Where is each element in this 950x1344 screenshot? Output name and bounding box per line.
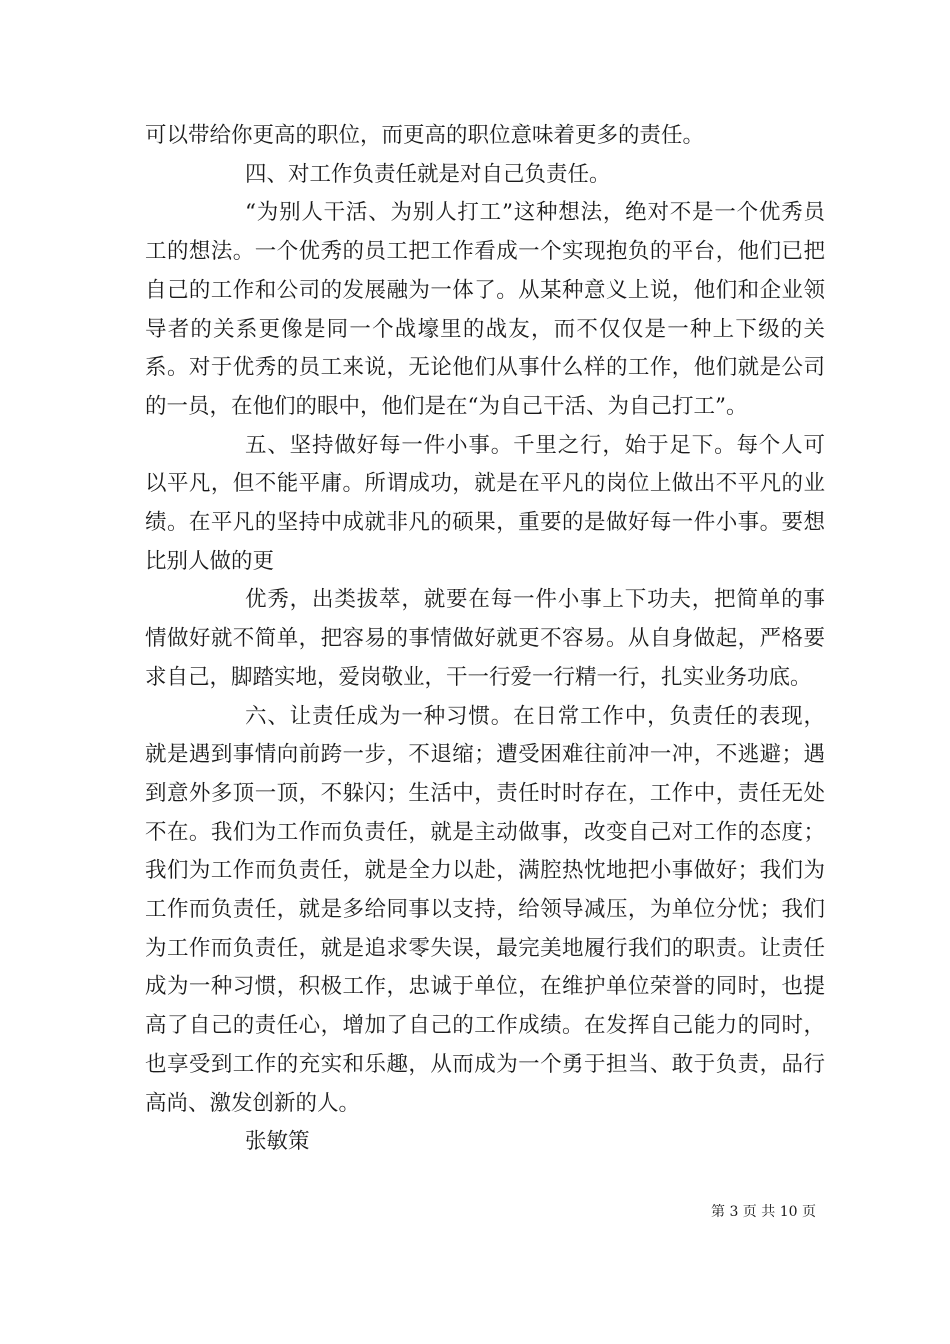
paragraph-section-four-heading: 四、对工作负责任就是对自己负责任。 [245, 161, 611, 187]
page-number-footer: 第 3 页 共 10 页 [711, 1204, 816, 1220]
paragraph-continuation: 可以带给你更高的职位，而更高的职位意味着更多的责任。 [145, 123, 705, 148]
paragraph-section-five-continued: 优秀，出类拔萃，就要在每一件小事上下功夫，把简单的事情做好就不简单，把容易的事情做好就更不容易。从自身做起，严格要求自己，脚踏实地，爱岗敬业，干一行爱一行精一行，扎实业务功底。 [145, 587, 825, 690]
paragraph-section-four-body: “为别人干活、为别人打工”这种想法，绝对不是一个优秀员工的想法。一个优秀的员工把工作看成一个实现抱负的平台，他们已把自己的工作和公司的发展融为一体了。从某种意义上说，他们和企业领导者的关系更像是同一个战壕里的战友，而不仅仅是一种上下级的关系。对于优秀的员工来说，无论他们从事什么样的工作，他们就是公司的一员，在他们的眼中，他们是在“为自己干活、为自己打工”。 [145, 200, 825, 419]
author-signature: 张敏策 [245, 1129, 310, 1155]
paragraph-section-five: 五、坚持做好每一件小事。千里之行，始于足下。每个人可以平凡，但不能平庸。所谓成功，就是在平凡的岗位上做出不平凡的业绩。在平凡的坚持中成就非凡的硕果，重要的是做好每一件小事。要想比别人做的更 [145, 432, 825, 574]
document-body [145, 117, 825, 1162]
paragraph-section-six: 六、让责任成为一种习惯。在日常工作中，负责任的表现，就是遇到事情向前跨一步，不退缩；遭受困难往前冲一冲，不逃避；遇到意外多顶一顶，不躲闪；生活中，责任时时存在，工作中，责任无处不在。我们为工作而负责任，就是主动做事，改变自己对工作的态度；我们为工作而负责任，就是全力以赴，满腔热忱地把小事做好；我们为工作而负责任，就是多给同事以支持，给领导减压，为单位分忧；我们为工作而负责任，就是追求零失误，最完美地履行我们的职责。让责任成为一种习惯，积极工作，忠诚于单位，在维护单位荣誉的同时，也提高了自己的责任心，增加了自己的工作成绩。在发挥自己能力的同时，也享受到工作的充实和乐趣，从而成为一个勇于担当、敢于负责，品行高尚、激发创新的人。 [145, 703, 825, 1116]
